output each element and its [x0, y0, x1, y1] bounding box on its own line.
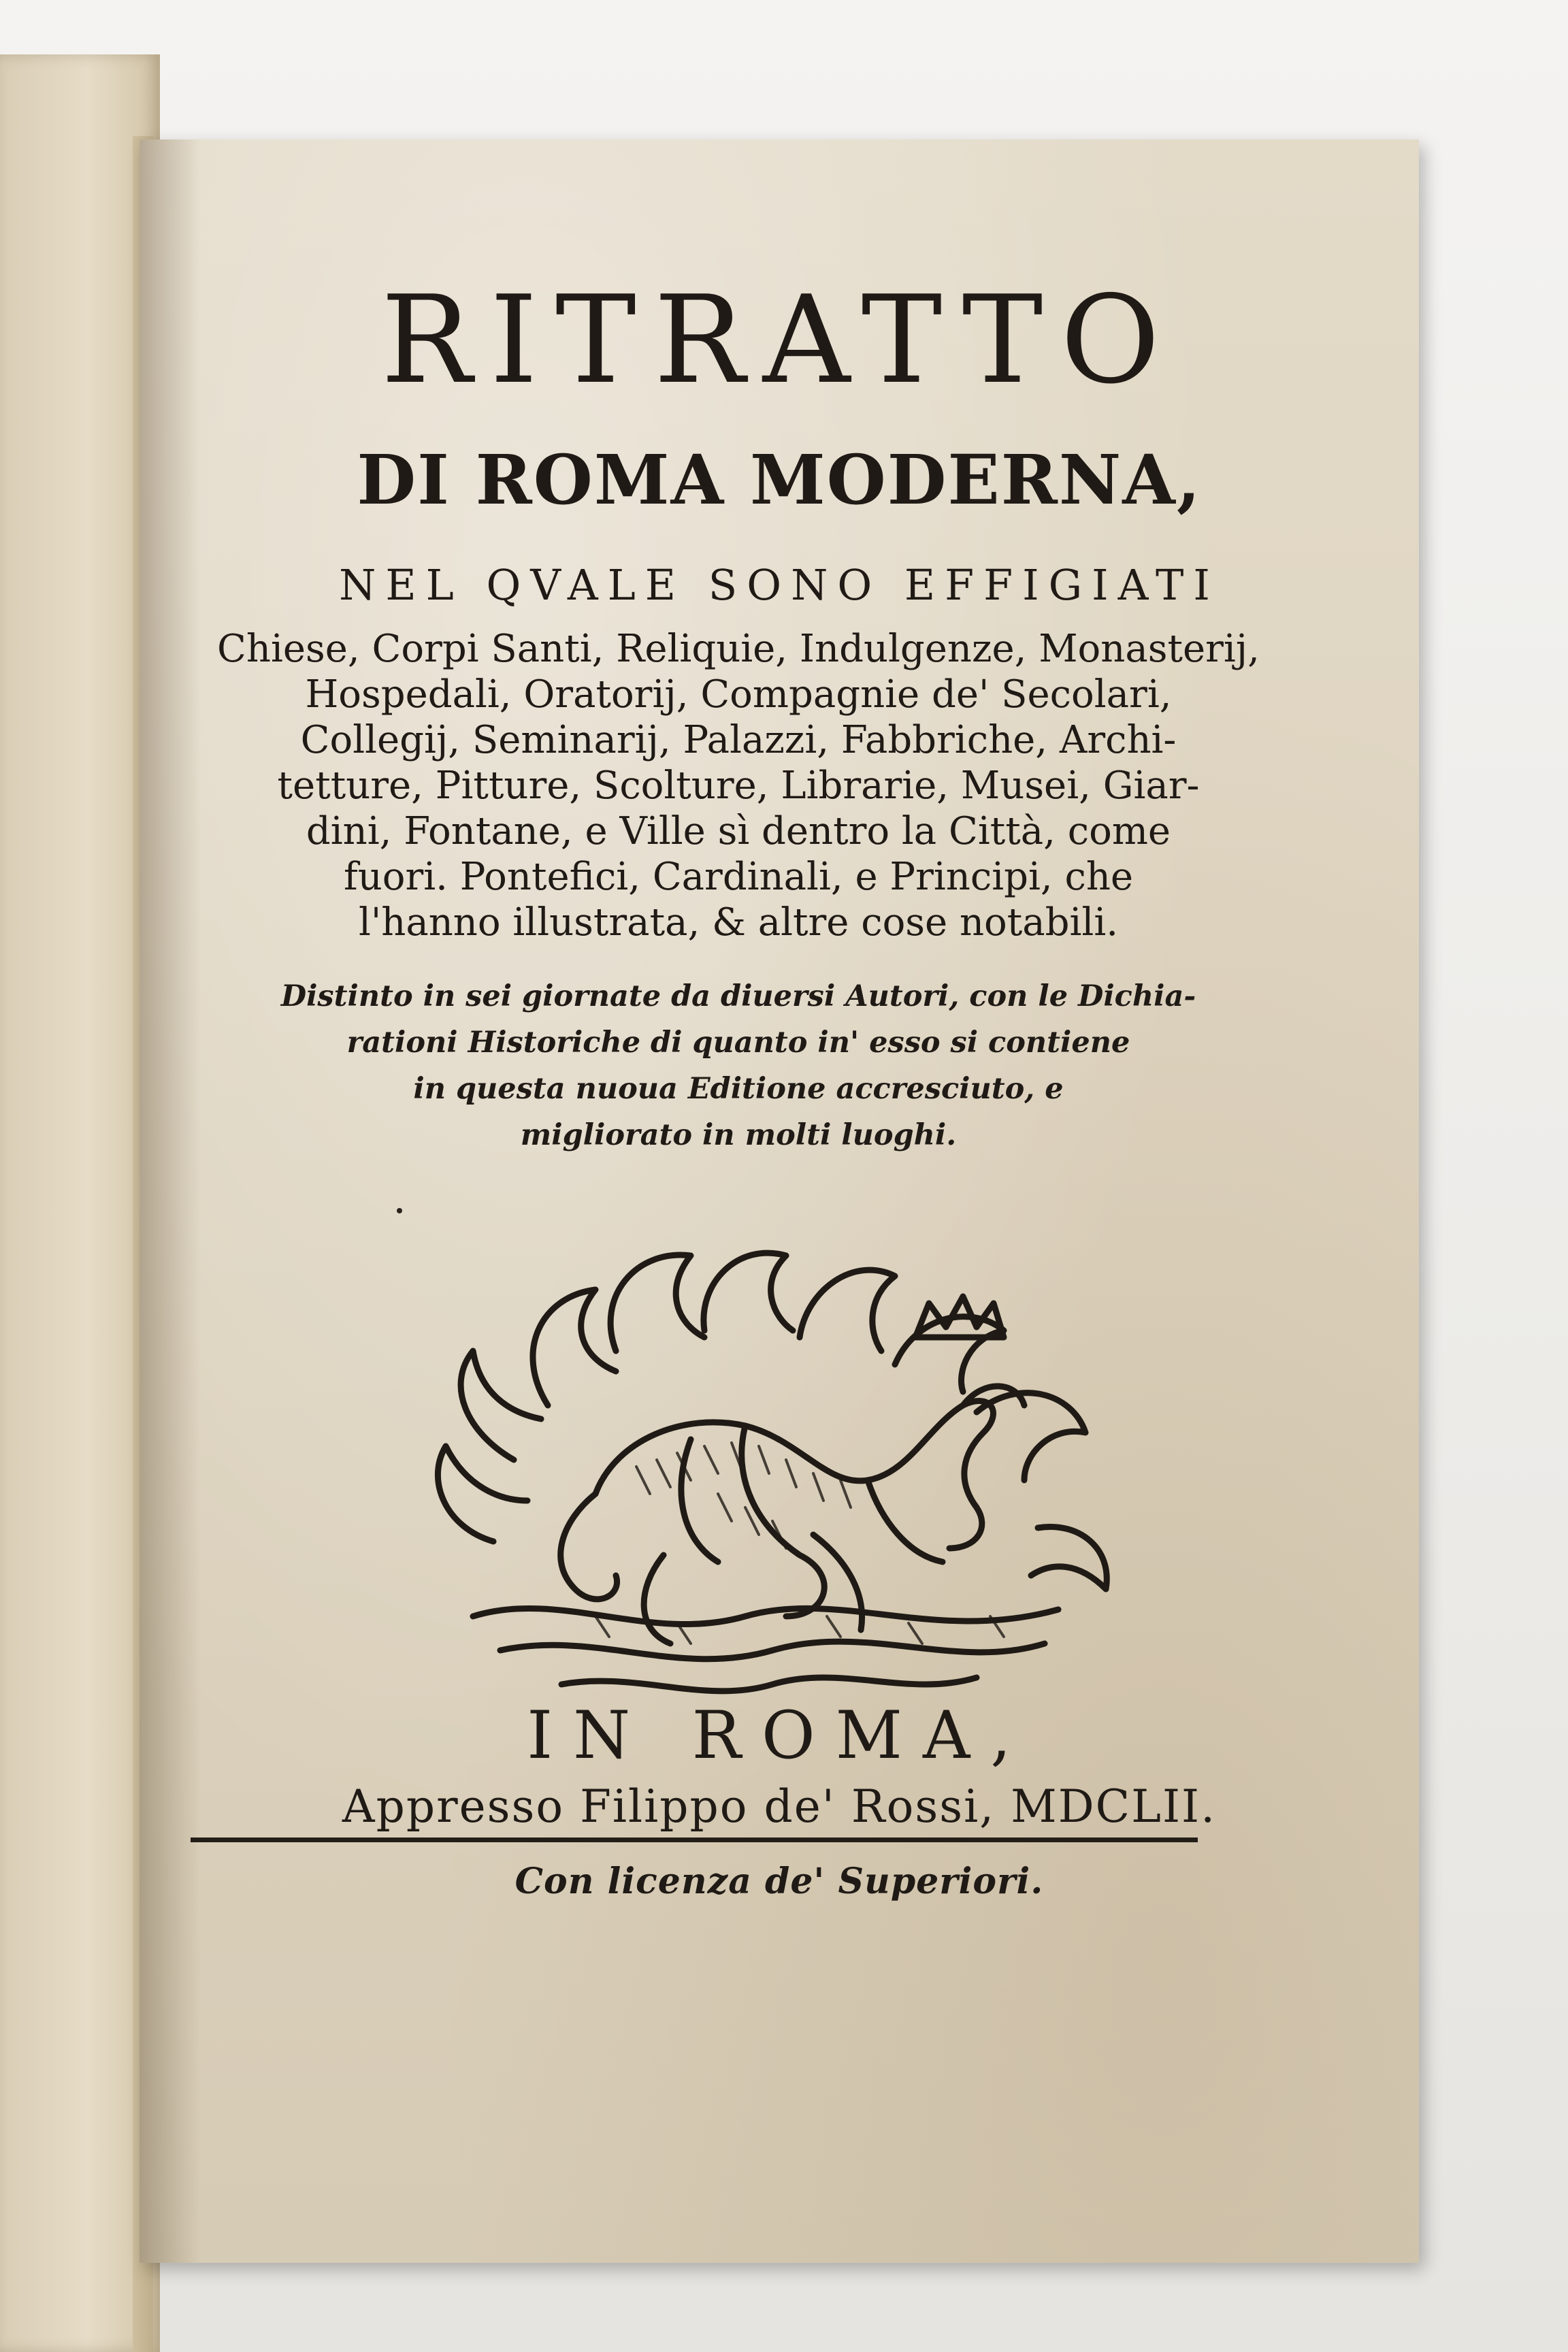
license-line: Con licenza de' Superiori.: [514, 1861, 1044, 1902]
italic-note-line: in questa nuoua Editione accresciuto, e: [413, 1072, 1064, 1106]
italic-note-line: migliorato in molti luoghi.: [520, 1118, 957, 1152]
description-line: Hospedali, Oratorij, Compagnie de' Secolari,: [305, 672, 1172, 717]
italic-note-line: rationi Historiche di quanto in' esso si contiene: [346, 1026, 1130, 1060]
ink-speck: [397, 1208, 402, 1213]
description-line: Collegij, Seminarij, Palazzi, Fabbriche, Archi-: [300, 718, 1177, 762]
description-line: dini, Fontane, e Ville sì dentro la Città, come: [306, 809, 1171, 853]
horizontal-rule: [191, 1838, 1198, 1842]
imprint-printer: Appresso Filippo de' Rossi, MDCLII.: [342, 1780, 1217, 1833]
book-subtitle: DI ROMA MODERNA,: [357, 440, 1202, 520]
description-line: fuori. Pontefici, Cardinali, e Principi, che: [343, 855, 1134, 899]
description-line: l'hanno illustrata, & altre cose notabili.: [358, 900, 1119, 945]
book-left-edge: [0, 54, 160, 2352]
title-page: [140, 140, 1419, 2263]
description-block: [214, 626, 1262, 945]
italic-note-block: [242, 973, 1235, 1158]
salamander-in-flames-icon: [391, 1235, 1140, 1712]
caps-line: NEL QVALE SONO EFFIGIATI: [339, 560, 1220, 610]
description-line: tetture, Pitture, Scolture, Librarie, Musei, Giar-: [277, 764, 1200, 808]
book-title: RITRATTO: [380, 270, 1178, 410]
description-line: Chiese, Corpi Santi, Reliquie, Indulgenze, Monasterij,: [217, 627, 1260, 671]
imprint-city: IN ROMA,: [527, 1697, 1032, 1774]
italic-note-line: Distinto in sei giornate da diuersi Autori, con le Dichia-: [280, 979, 1196, 1013]
